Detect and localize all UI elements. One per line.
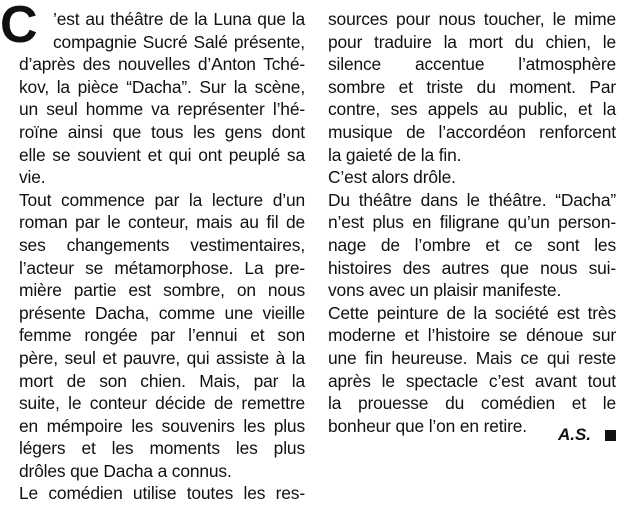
text-line: sombre et triste du moment. Par — [328, 76, 616, 97]
text-line: roïne ainsi que tous les gens dont — [19, 121, 305, 142]
text-line: vons avec un plaisir manifeste. — [328, 280, 562, 301]
text-line: histoires des autres que nous sui- — [328, 257, 616, 278]
text-line: une fin heureuse. Mais ce qui reste — [328, 347, 616, 368]
text-line: légers et les moments les plus — [19, 438, 305, 459]
text-line: Le comédien utilise toutes les res- — [19, 483, 305, 504]
text-line: l’acteur se métamorphose. La pre- — [19, 257, 305, 278]
text-line: Tout commence par la lecture d’un — [19, 189, 305, 210]
text-line: silence accentue l’atmosphère — [328, 54, 616, 75]
text-line: musique de l’accordéon renforcent — [328, 121, 616, 142]
text-line: sources pour nous toucher, le mime — [328, 9, 616, 29]
text-line: kov, la pièce “Dacha”. Sur la scène, — [19, 76, 305, 97]
text-line: elle se souvient et qui ont peuplé sa — [19, 144, 305, 165]
text-line: pour traduire la mort du chien, le — [328, 31, 616, 52]
right-column — [328, 8, 616, 437]
text-line: drôles que Dacha a connus. — [19, 460, 232, 481]
text-line: après le spectacle c’est avant tout — [328, 370, 616, 391]
text-line: ’est au théâtre de la Luna que la — [53, 9, 305, 29]
text-line: vie. — [19, 167, 46, 188]
text-line: mière partie est sombre, on nous — [19, 280, 305, 301]
signature-text: A.S. — [557, 425, 591, 444]
text-line: père, seul et pauvre, qui assiste à la — [19, 347, 305, 368]
text-line: Cette peinture de la société est très — [328, 302, 616, 323]
text-line: présente Dacha, comme une vieille — [19, 302, 305, 323]
text-line: contre, ses appels au public, et la — [328, 99, 616, 120]
text-line: bonheur que l’on en retire. — [328, 415, 527, 436]
text-line: suite, le conteur décide de remettre — [19, 393, 305, 414]
text-line: Du théâtre dans le théâtre. “Dacha” — [328, 189, 616, 210]
text-line: moderne et l’histoire se dénoue sur — [328, 325, 616, 346]
text-line: compagnie Sucré Salé présente, — [53, 31, 305, 52]
drop-cap: C — [0, 0, 38, 54]
text-line: nage de l’ombre et ce sont les — [328, 234, 616, 255]
text-line: n’est plus en filigrane qu’un person- — [328, 212, 616, 233]
end-mark-square-icon — [605, 430, 616, 441]
text-line: un seul homme va représenter l’hé- — [19, 99, 305, 120]
text-line: d’après des nouvelles d’Anton Tché- — [19, 54, 305, 75]
text-line: en mémpoire les souvenirs les plus — [19, 415, 305, 436]
text-line: C’est alors drôle. — [328, 167, 456, 188]
left-column — [19, 8, 305, 505]
text-line: ses changements vestimentaires, — [19, 234, 305, 255]
text-line: mort de son chien. Mais, par la — [19, 370, 305, 391]
signature — [558, 424, 616, 446]
text-line: femme rongée par l’ennui et son — [19, 325, 305, 346]
text-line: roman par le conteur, mais au fil de — [19, 212, 305, 233]
text-line: la gaieté de la fin. — [328, 144, 462, 165]
text-line: la prouesse du comédien et le — [328, 393, 616, 414]
